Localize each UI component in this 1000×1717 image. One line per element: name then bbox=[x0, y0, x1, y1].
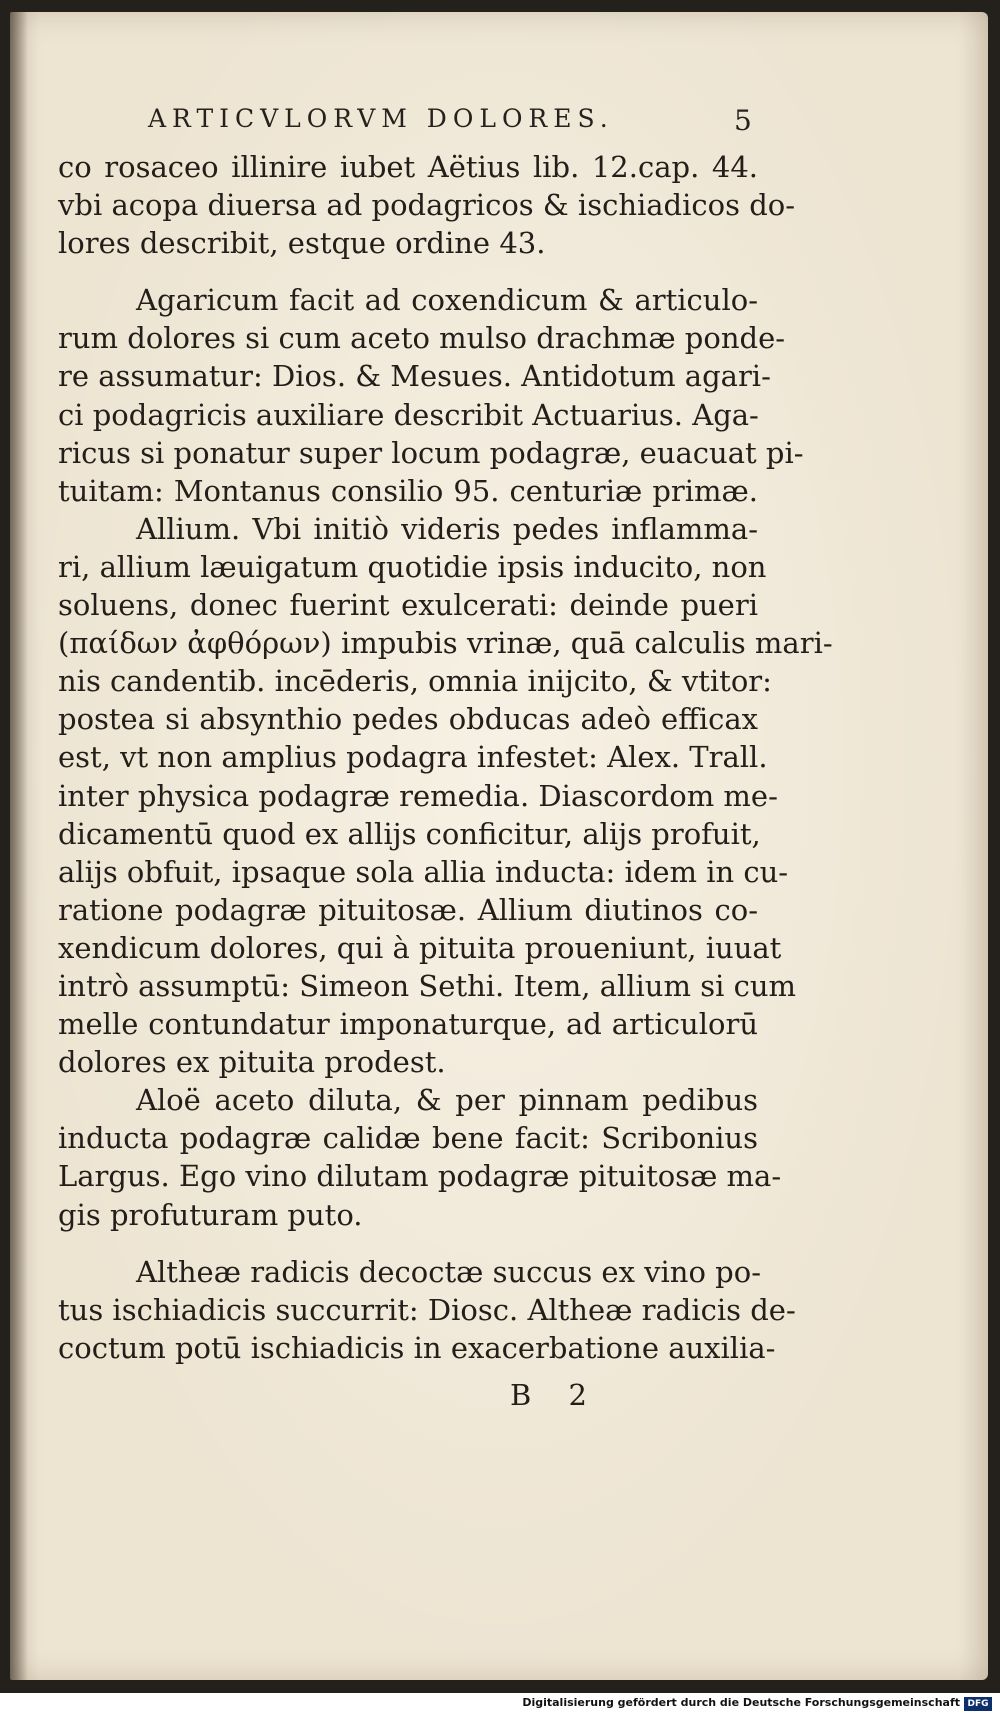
text-line: Largus. Ego vino dilutam podagræ pituitosæ ma- bbox=[58, 1159, 782, 1194]
text-line: lores describit, estque ordine 43. bbox=[58, 226, 546, 261]
text-line: coctum potū ischiadicis in exacerbatione auxilia- bbox=[58, 1330, 776, 1365]
text-line: tus ischiadicis succurrit: Diosc. Altheæ radicis de- bbox=[58, 1292, 796, 1327]
text-line: Agaricum facit ad coxendicum & articulo- bbox=[136, 283, 758, 318]
text-line: intrò assumptū: Simeon Sethi. Item, allium si cum bbox=[58, 968, 796, 1003]
text-line: co rosaceo illinire iubet Aëtius lib. 12.cap. 44. bbox=[58, 150, 758, 184]
text-line: vbi acopa diuersa ad podagricos & ischiadicos do- bbox=[58, 188, 796, 223]
text-line: est, vt non amplius podagra infestet: Alex. Trall. bbox=[58, 740, 768, 775]
text-line: (παίδων ἀφθόρων) impubis vrinæ, quā calculis mari- bbox=[58, 626, 833, 661]
text-line: ratione podagræ pituitosæ. Allium diutinos co- bbox=[58, 892, 758, 927]
text-line: tuitam: Montanus consilio 95. centuriæ primæ. bbox=[58, 473, 758, 508]
text-line: ri, allium læuigatum quotidie ipsis inducito, non bbox=[58, 549, 767, 584]
body-text bbox=[58, 148, 833, 1367]
text-line: Aloë aceto diluta, & per pinnam pedibus bbox=[136, 1083, 758, 1118]
dfg-logo-icon: DFG bbox=[964, 1697, 992, 1711]
text-line: soluens, donec fuerint exulcerati: deinde pueri bbox=[58, 588, 758, 623]
text-line: postea si absynthio pedes obducas adeò efficax bbox=[58, 702, 758, 737]
text-line: xendicum dolores, qui à pituita proueniunt, iuuat bbox=[58, 930, 782, 965]
footer-bar bbox=[0, 1693, 1000, 1717]
text-line: inter physica podagræ remedia. Diascordom me- bbox=[58, 778, 778, 813]
text-line: dolores ex pituita prodest. bbox=[58, 1045, 446, 1080]
text-line: inducta podagræ calidæ bene facit: Scribonius bbox=[58, 1121, 758, 1156]
text-line: alijs obfuit, ipsaque sola allia inducta: idem in cu- bbox=[58, 854, 789, 889]
text-line: dicamentū quod ex allijs conficitur, alijs profuit, bbox=[58, 816, 761, 851]
text-line: Altheæ radicis decoctæ succus ex vino po- bbox=[136, 1254, 761, 1289]
text-line: nis candentib. incēderis, omnia inijcito, & vtitor: bbox=[58, 664, 772, 699]
text-line: Allium. Vbi initiò videris pedes inflamma- bbox=[136, 511, 758, 546]
text-line: ricus si ponatur super locum podagræ, euacuat pi- bbox=[58, 435, 804, 470]
text-line: ci podagricis auxiliare describit Actuarius. Aga- bbox=[58, 397, 759, 432]
text-line: melle contundatur imponaturque, ad articulorū bbox=[58, 1007, 758, 1042]
text-line: rum dolores si cum aceto mulso drachmæ ponde- bbox=[58, 321, 786, 356]
text-line: gis profuturam puto. bbox=[58, 1197, 363, 1232]
text-line: re assumatur: Dios. & Mesues. Antidotum agari- bbox=[58, 359, 771, 394]
spine-shadow bbox=[10, 12, 28, 1680]
signature-mark: B 2 bbox=[510, 1378, 601, 1412]
running-head: ARTICVLORVM DOLORES. bbox=[148, 104, 614, 133]
page-number: 5 bbox=[734, 104, 752, 137]
funding-credit: Digitalisierung gefördert durch die Deutsche Forschungsgemeinschaft bbox=[522, 1696, 960, 1709]
